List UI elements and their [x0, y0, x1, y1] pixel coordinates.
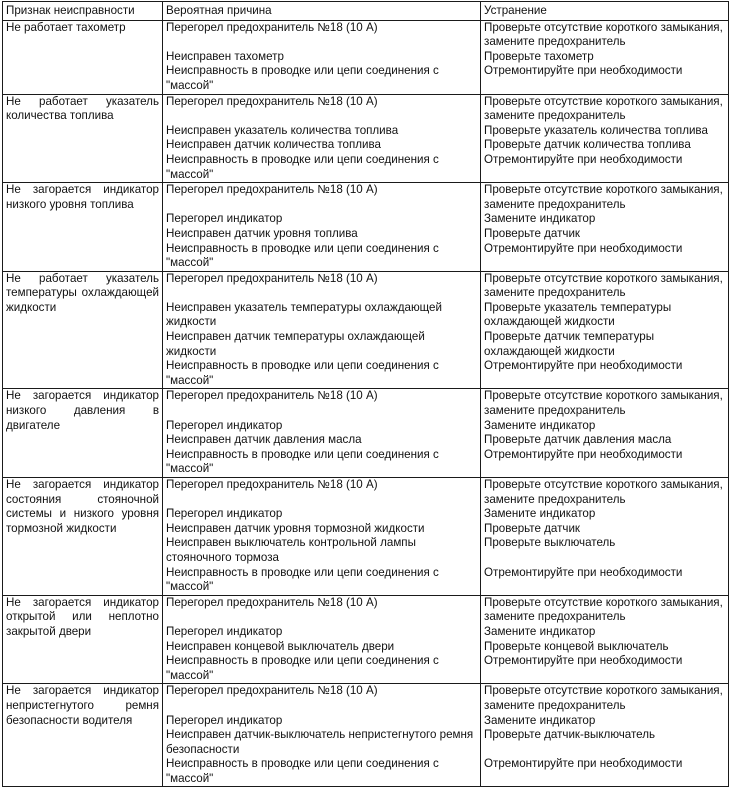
cause-item: Неисправен выключатель контрольной лампы стояночного тормоза: [166, 536, 416, 564]
remedy-item: Проверьте отсутствие короткого замыкания, замените предохранитель: [484, 271, 723, 300]
remedy-item: Отремонтируйте при необходимости: [484, 447, 683, 461]
cause-item: Неисправность в проводке или цепи соединения с "массой": [166, 64, 439, 92]
cause-cell: [163, 389, 481, 478]
table-row: [3, 94, 729, 183]
cause-item: Перегорел индикатор: [166, 212, 283, 226]
remedy-cell: [481, 684, 729, 787]
remedy-item: Проверьте отсутствие короткого замыкания, замените предохранитель: [484, 389, 723, 418]
cause-item: Неисправность в проводке или цепи соединения с "массой": [166, 447, 439, 476]
cause-item: Неисправен тахометр: [166, 49, 284, 63]
cause-item: Неисправен указатель температуры охлаждающей жидкости: [166, 300, 442, 329]
remedy-item: Проверьте датчик давления масла: [484, 433, 672, 447]
symptom-cell: Не работает указатель температуры охлаждающей жидкости: [3, 271, 163, 389]
cause-item: Перегорел предохранитель №18 (10 А): [166, 94, 378, 108]
table-row: [3, 20, 729, 94]
cause-item: Неисправность в проводке или цепи соединения с "массой": [166, 654, 439, 682]
table-row: [3, 271, 729, 389]
cause-cell: [163, 94, 481, 183]
cause-item: Неисправен указатель количества топлива: [166, 123, 399, 137]
table-row: [3, 389, 729, 478]
cause-item: Перегорел предохранитель №18 (10 А): [166, 183, 378, 197]
remedy-cell: [481, 478, 729, 596]
cause-item: Перегорел предохранитель №18 (10 А): [166, 389, 378, 403]
cause-item: Перегорел индикатор: [166, 507, 283, 521]
symptom-cell: Не загорается индикатор низкого давления в двигателе: [3, 389, 163, 478]
remedy-item: Отремонтируйте при необходимости: [484, 241, 683, 255]
remedy-item: Проверьте отсутствие короткого замыкания, замените предохранитель: [484, 94, 723, 123]
remedy-item: Замените индикатор: [484, 624, 596, 638]
remedy-item: Проверьте тахометр: [484, 49, 594, 63]
cause-item: Неисправен датчик уровня тормозной жидкости: [166, 521, 425, 535]
remedy-item: Проверьте указатель температуры охлаждающей жидкости: [484, 300, 672, 329]
remedy-item: Отремонтируйте при необходимости: [484, 152, 683, 166]
remedy-item: Проверьте выключатель: [484, 536, 616, 550]
cause-item: Перегорел предохранитель №18 (10 А): [166, 595, 378, 609]
cause-item: Неисправен датчик температуры охлаждающей жидкости: [166, 330, 425, 358]
table-row: [3, 478, 729, 596]
symptom-cell: Не работает указатель количества топлива: [3, 94, 163, 183]
cause-item: Перегорел предохранитель №18 (10 А): [166, 20, 378, 34]
cause-cell: [163, 183, 481, 272]
cause-item: Перегорел предохранитель №18 (10 А): [166, 684, 378, 698]
remedy-cell: [481, 183, 729, 272]
table-row: [3, 183, 729, 272]
remedy-item: Отремонтируйте при необходимости: [484, 565, 683, 579]
cause-cell: [163, 271, 481, 389]
cause-item: Перегорел индикатор: [166, 713, 283, 727]
symptom-cell: Не работает тахометр: [3, 20, 163, 94]
remedy-item: Проверьте отсутствие короткого замыкания, замените предохранитель: [484, 478, 723, 506]
remedy-item: Проверьте концевой выключатель: [484, 639, 669, 653]
table-body: [3, 20, 729, 787]
remedy-item: Проверьте отсутствие короткого замыкания, замените предохранитель: [484, 20, 723, 49]
remedy-item: Проверьте отсутствие короткого замыкания, замените предохранитель: [484, 595, 723, 624]
cause-cell: [163, 478, 481, 596]
cause-item: Неисправность в проводке или цепи соединения с "массой": [166, 241, 439, 270]
cause-item: Неисправность в проводке или цепи соединения с "массой": [166, 152, 439, 181]
remedy-cell: [481, 595, 729, 684]
cause-item: Неисправен датчик давления масла: [166, 433, 362, 447]
remedy-item: Проверьте отсутствие короткого замыкания, замените предохранитель: [484, 183, 723, 211]
remedy-item: Замените индикатор: [484, 212, 596, 226]
remedy-cell: [481, 389, 729, 478]
symptom-cell: Не загорается индикатор непристегнутого ремня безопасности водителя: [3, 684, 163, 787]
cause-cell: [163, 20, 481, 94]
remedy-item: Проверьте указатель количества топлива: [484, 123, 708, 137]
remedy-item: Отремонтируйте при необходимости: [484, 654, 683, 668]
cause-cell: [163, 684, 481, 787]
cause-item: Перегорел индикатор: [166, 418, 283, 432]
remedy-item: Замените индикатор: [484, 507, 596, 521]
cause-item: Перегорел предохранитель №18 (10 А): [166, 478, 378, 491]
cause-item: Неисправность в проводке или цепи соединения с "массой": [166, 359, 439, 387]
remedy-item: Проверьте датчик количества топлива: [484, 138, 691, 152]
cause-item: Перегорел предохранитель №18 (10 А): [166, 271, 378, 285]
header-symptom: Признак неисправности: [3, 2, 163, 21]
cause-item: Неисправен датчик количества топлива: [166, 138, 381, 152]
remedy-item: Замените индикатор: [484, 713, 596, 727]
cause-item: Перегорел индикатор: [166, 624, 283, 638]
remedy-item: Отремонтируйте при необходимости: [484, 757, 683, 771]
remedy-cell: [481, 94, 729, 183]
remedy-item: Отремонтируйте при необходимости: [484, 359, 683, 373]
remedy-item: Проверьте датчик: [484, 521, 580, 535]
symptom-cell: Не загорается индикатор низкого уровня топлива: [3, 183, 163, 272]
remedy-cell: [481, 271, 729, 389]
remedy-item: Замените индикатор: [484, 418, 596, 432]
cause-item: Неисправен датчик-выключатель непристегнутого ремня безопасности: [166, 728, 474, 756]
cause-item: Неисправность в проводке или цепи соединения с "массой": [166, 565, 439, 594]
symptom-cell: Не загорается индикатор состояния стояночной системы и низкого уровня тормозной жидкости: [3, 478, 163, 596]
header-cause: Вероятная причина: [163, 2, 481, 21]
cause-item: Неисправен концевой выключатель двери: [166, 639, 395, 653]
remedy-item: Проверьте датчик температуры охлаждающей жидкости: [484, 330, 655, 358]
cause-item: Неисправность в проводке или цепи соединения с "массой": [166, 757, 439, 785]
table-row: [3, 684, 729, 787]
remedy-item: Проверьте датчик: [484, 226, 580, 240]
symptom-cell: Не загорается индикатор открытой или неплотно закрытой двери: [3, 595, 163, 684]
remedy-item: Проверьте отсутствие короткого замыкания, замените предохранитель: [484, 684, 723, 712]
remedy-item: Отремонтируйте при необходимости: [484, 64, 683, 78]
header-row: [3, 2, 729, 21]
header-remedy: Устранение: [481, 2, 729, 21]
cause-cell: [163, 595, 481, 684]
remedy-item: Проверьте датчик-выключатель: [484, 728, 656, 742]
remedy-cell: [481, 20, 729, 94]
troubleshooting-table: [2, 1, 729, 787]
table-row: [3, 595, 729, 684]
cause-item: Неисправен датчик уровня топлива: [166, 226, 358, 240]
